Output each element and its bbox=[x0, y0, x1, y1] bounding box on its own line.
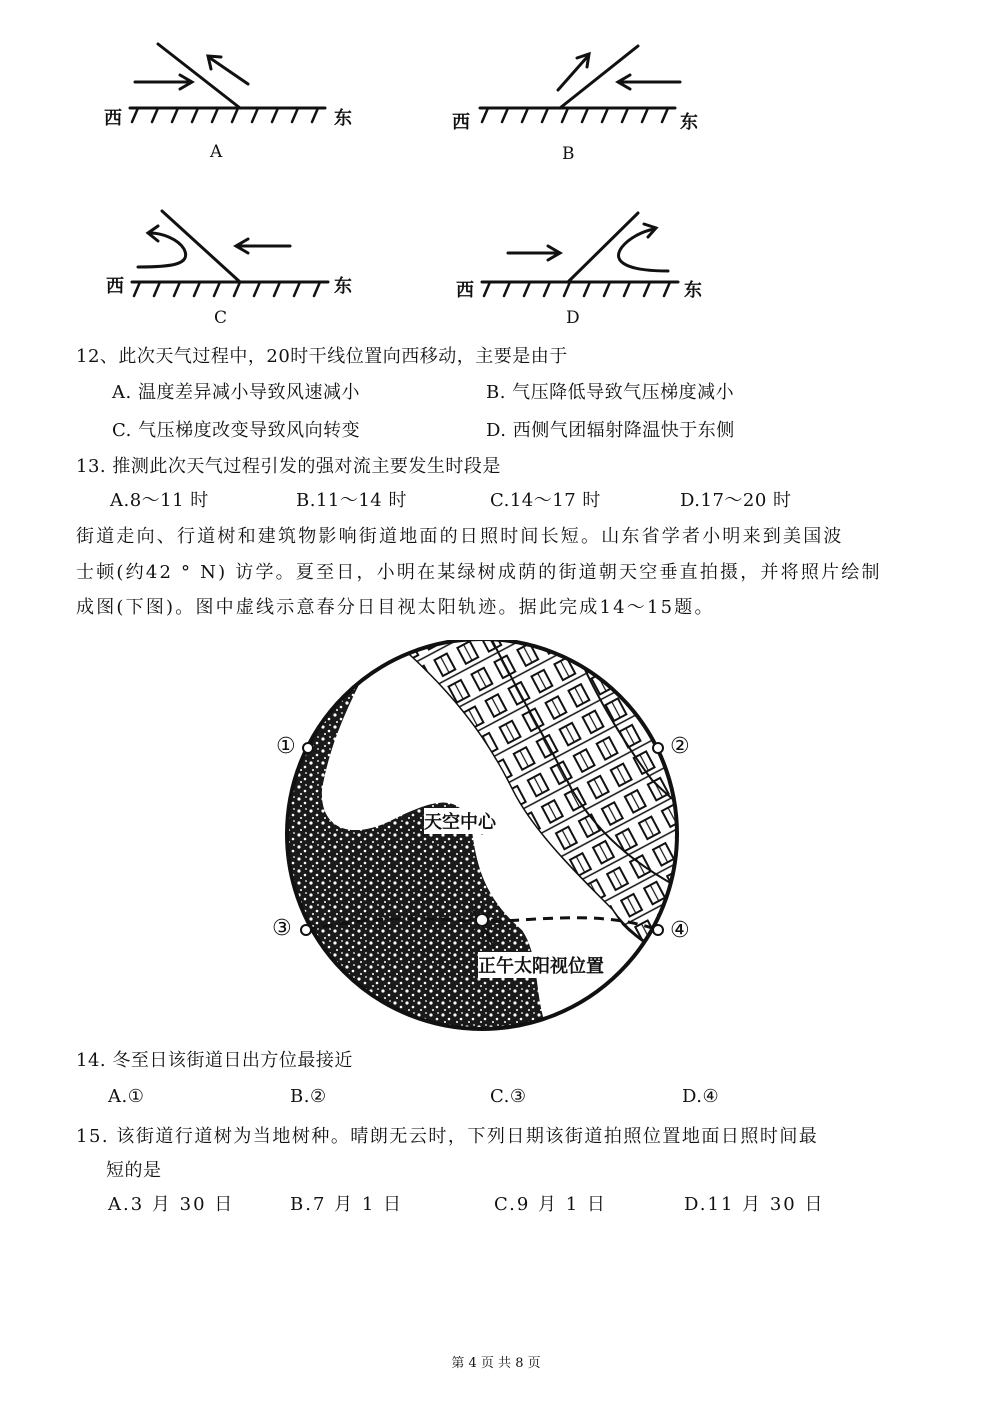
diagram-d-west: 西 bbox=[456, 280, 474, 301]
marker-3: ③ bbox=[272, 916, 292, 941]
q15-stem-line-1: 15. 该街道行道树为当地树种。晴朗无云时，下列日期该街道拍照位置地面日照时间最 bbox=[76, 1126, 819, 1147]
diagram-a-west: 西 bbox=[104, 108, 122, 129]
diagram-c-west: 西 bbox=[106, 276, 124, 297]
q13-option-b[interactable]: B.11～14 时 bbox=[296, 490, 407, 511]
diagram-b-caption: B bbox=[562, 144, 575, 164]
diagram-b-east: 东 bbox=[680, 112, 698, 133]
passage-line-2: 士顿(约42 ° N) 访学。夏至日，小明在某绿树成荫的街道朝天空垂直拍摄，并将照片绘制 bbox=[76, 562, 882, 583]
q14-option-c[interactable]: C.③ bbox=[490, 1086, 527, 1107]
diagram-a bbox=[100, 36, 370, 126]
marker-2: ② bbox=[670, 734, 690, 759]
q15-option-a[interactable]: A.3 月 30 日 bbox=[108, 1194, 235, 1215]
noon-sun-label: 正午太阳视位置 bbox=[478, 952, 604, 978]
q12-option-c[interactable]: C. 气压梯度改变导致风向转变 bbox=[112, 420, 361, 441]
page-footer: 第 4 页 共 8 页 bbox=[451, 1356, 541, 1371]
sky-center-label: 天空中心 bbox=[424, 808, 496, 834]
street-sky-photo bbox=[272, 640, 702, 1042]
marker-1: ① bbox=[276, 734, 296, 759]
diagram-c-east: 东 bbox=[334, 276, 352, 297]
marker-4: ④ bbox=[670, 918, 690, 943]
q12-option-b[interactable]: B. 气压降低导致气压梯度减小 bbox=[486, 382, 735, 403]
q12-stem: 12、此次天气过程中，20时干线位置向西移动，主要是由于 bbox=[76, 346, 568, 367]
q14-option-a[interactable]: A.① bbox=[108, 1086, 145, 1107]
diagram-c bbox=[100, 205, 370, 300]
q14-option-d[interactable]: D.④ bbox=[682, 1086, 720, 1107]
q13-option-a[interactable]: A.8～11 时 bbox=[110, 490, 209, 511]
q15-option-c[interactable]: C.9 月 1 日 bbox=[494, 1194, 607, 1215]
diagram-c-caption: C bbox=[214, 308, 228, 328]
passage-line-3: 成图(下图)。图中虚线示意春分日目视太阳轨迹。据此完成14～15题。 bbox=[76, 597, 715, 618]
diagram-a-east: 东 bbox=[334, 108, 352, 129]
q13-option-c[interactable]: C.14～17 时 bbox=[490, 490, 601, 511]
q14-option-b[interactable]: B.② bbox=[290, 1086, 327, 1107]
q15-option-d[interactable]: D.11 月 30 日 bbox=[684, 1194, 825, 1215]
q15-option-b[interactable]: B.7 月 1 日 bbox=[290, 1194, 404, 1215]
q14-stem: 14. 冬至日该街道日出方位最接近 bbox=[76, 1050, 353, 1071]
q12-option-a[interactable]: A. 温度差异减小导致风速减小 bbox=[112, 382, 360, 403]
diagram-b-west: 西 bbox=[452, 112, 470, 133]
q12-option-d[interactable]: D. 西侧气团辐射降温快于东侧 bbox=[486, 420, 735, 441]
diagram-d-caption: D bbox=[566, 308, 580, 328]
q15-stem-line-2: 短的是 bbox=[106, 1160, 162, 1181]
diagram-a-caption: A bbox=[210, 142, 223, 162]
q13-stem: 13. 推测此次天气过程引发的强对流主要发生时段是 bbox=[76, 456, 501, 477]
diagram-d-east: 东 bbox=[684, 280, 702, 301]
diagram-d bbox=[450, 205, 720, 300]
q13-option-d[interactable]: D.17～20 时 bbox=[680, 490, 792, 511]
passage-line-1: 街道走向、行道树和建筑物影响街道地面的日照时间长短。山东省学者小明来到美国波 bbox=[76, 526, 844, 547]
